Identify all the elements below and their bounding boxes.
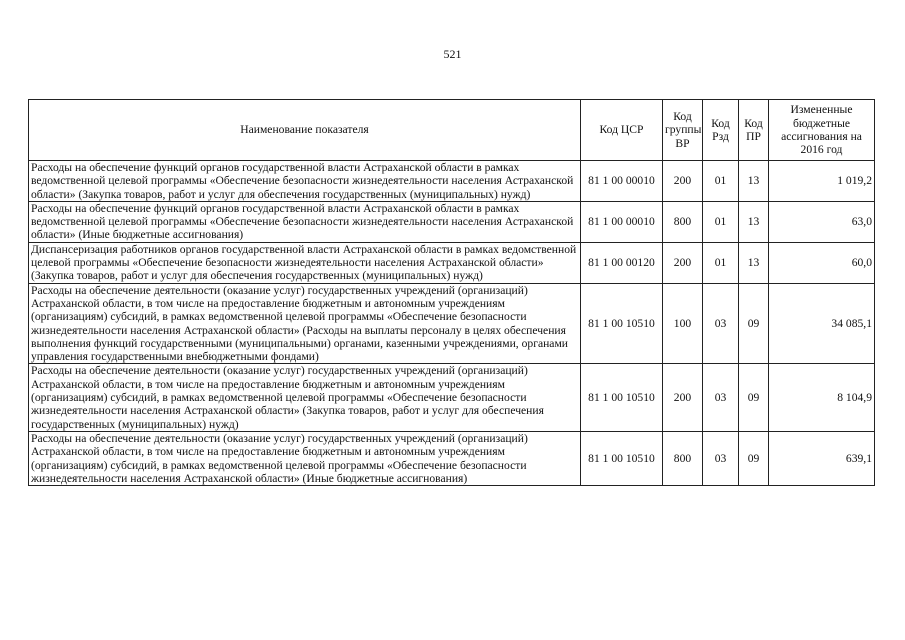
row-csr: 81 1 00 00010: [581, 161, 663, 202]
row-pr: 09: [739, 283, 769, 364]
row-rzd: 03: [703, 283, 739, 364]
row-amount: 34 085,1: [769, 283, 875, 364]
row-name: Расходы на обеспечение функций органов государственной власти Астраханской области в рамках ведомственной целевой программы «Обеспечение безопасности жизнедеятельности населения Астраханской области» (Закупка товаров, работ и услуг для обеспечения государственных (муниципальных) нужд): [29, 161, 581, 202]
row-csr: 81 1 00 00120: [581, 242, 663, 283]
row-rzd: 03: [703, 431, 739, 485]
budget-table: [28, 99, 875, 486]
header-csr: Код ЦСР: [581, 100, 663, 161]
row-name: Расходы на обеспечение деятельности (оказание услуг) государственных учреждений (организаций) Астраханской области, в том числе на предоставление бюджетным и автономным учреждениям (организациям) субсидий, в рамках ведомственной целевой программы «Обеспечение безопасности жизнедеятельности населения Астраханской области» (Иные бюджетные ассигнования): [29, 431, 581, 485]
row-amount: 63,0: [769, 201, 875, 242]
header-name: Наименование показателя: [29, 100, 581, 161]
row-pr: 13: [739, 201, 769, 242]
row-amount: 8 104,9: [769, 364, 875, 431]
table-row: [29, 283, 875, 364]
row-name: Расходы на обеспечение функций органов государственной власти Астраханской области в рамках ведомственной целевой программы «Обеспечение безопасности жизнедеятельности населения Астраханской области» (Иные бюджетные ассигнования): [29, 201, 581, 242]
row-vr: 200: [663, 161, 703, 202]
table-row: [29, 242, 875, 283]
table-row: [29, 161, 875, 202]
row-rzd: 01: [703, 161, 739, 202]
row-name: Расходы на обеспечение деятельности (оказание услуг) государственных учреждений (организаций) Астраханской области, в том числе на предоставление бюджетным и автономным учреждениям (организациям) субсидий, в рамках ведомственной целевой программы «Обеспечение безопасности жизнедеятельности населения Астраханской области» (Расходы на выплаты персоналу в целях обеспечения выполнения функций государственными (муниципальными) органами, казенными учреждениями, органами управления государственными внебюджетными фондами): [29, 283, 581, 364]
header-pr: Код ПР: [739, 100, 769, 161]
row-rzd: 01: [703, 242, 739, 283]
header-vr: Код группы ВР: [663, 100, 703, 161]
row-rzd: 01: [703, 201, 739, 242]
row-pr: 13: [739, 161, 769, 202]
table-row: [29, 201, 875, 242]
row-name: Расходы на обеспечение деятельности (оказание услуг) государственных учреждений (организаций) Астраханской области, в том числе на предоставление бюджетным и автономным учреждениям (организациям) субсидий, в рамках ведомственной целевой программы «Обеспечение безопасности жизнедеятельности населения Астраханской области» (Закупка товаров, работ и услуг для обеспечения государственных (муниципальных) нужд): [29, 364, 581, 431]
table-row: [29, 431, 875, 485]
header-rzd: Код Рзд: [703, 100, 739, 161]
row-vr: 800: [663, 431, 703, 485]
row-pr: 13: [739, 242, 769, 283]
row-csr: 81 1 00 10510: [581, 364, 663, 431]
row-amount: 60,0: [769, 242, 875, 283]
row-pr: 09: [739, 364, 769, 431]
row-name: Диспансеризация работников органов государственной власти Астраханской области в рамках ведомственной целевой программы «Обеспечение безопасности жизнедеятельности населения Астраханской области» (Закупка товаров, работ и услуг для обеспечения государственных (муниципальных) нужд): [29, 242, 581, 283]
row-vr: 800: [663, 201, 703, 242]
header-amount: Измененные бюджетные ассигнования на 2016 год: [769, 100, 875, 161]
row-amount: 1 019,2: [769, 161, 875, 202]
row-vr: 100: [663, 283, 703, 364]
row-rzd: 03: [703, 364, 739, 431]
table-row: [29, 364, 875, 431]
row-vr: 200: [663, 242, 703, 283]
row-pr: 09: [739, 431, 769, 485]
row-csr: 81 1 00 10510: [581, 283, 663, 364]
table-header-row: [29, 100, 875, 161]
row-amount: 639,1: [769, 431, 875, 485]
row-csr: 81 1 00 10510: [581, 431, 663, 485]
page-number: 521: [443, 47, 462, 61]
row-csr: 81 1 00 00010: [581, 201, 663, 242]
row-vr: 200: [663, 364, 703, 431]
